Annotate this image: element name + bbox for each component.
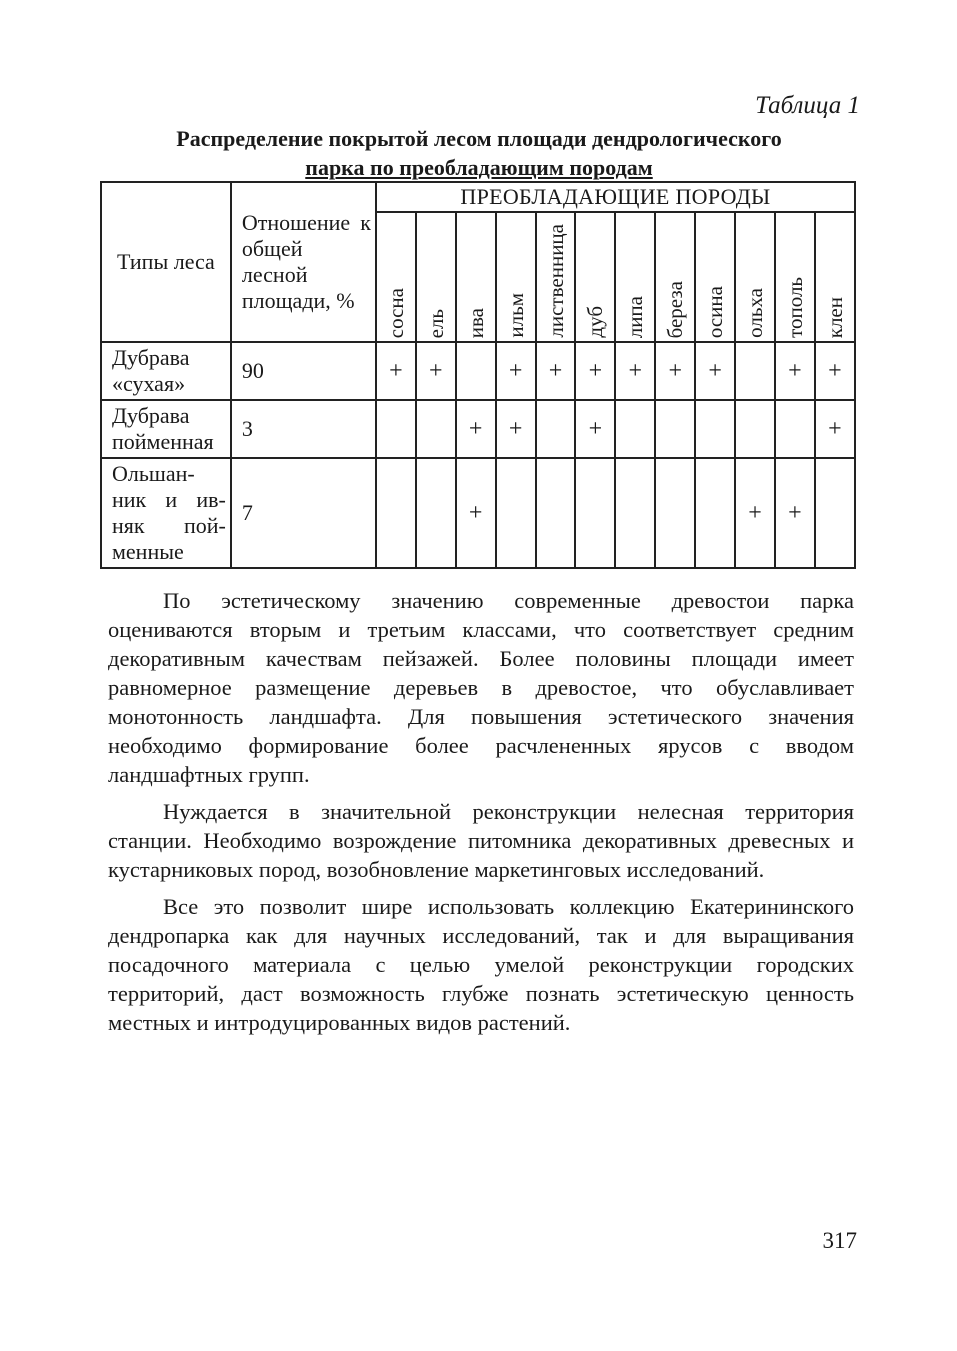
species-label: клен <box>822 296 847 338</box>
cell-presence-mark <box>615 458 655 568</box>
paragraph: По эстетическому значению современные древостои парка оцениваются вторым и третьим классами, что соответствует средним декоративным качествам пейзажей. Более половины площади имеет равномерное размещение деревьев в древостое, что обуславливает монотонность ландшафта. Для повышения эстетического значения необходимо формирование более расчлененных ярусов с вводом ландшафтных групп. <box>108 588 854 787</box>
species-label: осина <box>703 285 728 338</box>
cell-ratio: 3 <box>231 400 376 458</box>
forest-type-line: ник и ив- <box>112 487 226 512</box>
cell-presence-mark <box>416 400 456 458</box>
species-label: ольха <box>743 288 768 338</box>
cell-presence-mark: + <box>456 458 496 568</box>
header-species-11 <box>815 212 855 342</box>
header-dominant-species: ПРЕОБЛАДАЮЩИЕ ПОРОДЫ <box>376 182 855 212</box>
cell-presence-mark: + <box>815 400 855 458</box>
table-row <box>101 458 855 568</box>
paragraph: Все это позволит шире использовать коллекцию Екатерининского дендропарка как для научных исследований, так и для выращивания посадочного материала с целью умелой реконструкции городских территорий, даст возможность глубже познать эстетическую ценность местных и интродуцированных видов растений. <box>108 894 854 1035</box>
header-species-6 <box>615 212 655 342</box>
cell-presence-mark: + <box>536 342 576 400</box>
cell-presence-mark <box>695 458 735 568</box>
species-label: тополь <box>782 277 807 338</box>
species-label: ель <box>423 308 448 338</box>
cell-presence-mark <box>376 458 416 568</box>
species-label: ива <box>463 307 488 338</box>
cell-ratio: 90 <box>231 342 376 400</box>
caption-line-2: парка по преобладающим породам <box>305 155 653 180</box>
table-row <box>101 400 855 458</box>
header-species-4 <box>536 212 576 342</box>
header-ratio: Отношение к общей лесной площади, % <box>231 182 376 342</box>
species-label: липа <box>623 295 648 338</box>
cell-presence-mark <box>735 400 775 458</box>
header-species-10 <box>775 212 815 342</box>
species-label: береза <box>663 280 688 338</box>
header-species-7 <box>655 212 695 342</box>
species-label: ильм <box>503 293 528 338</box>
species-label: дуб <box>583 306 608 338</box>
cell-presence-mark: + <box>655 342 695 400</box>
cell-presence-mark <box>575 458 615 568</box>
cell-presence-mark: + <box>456 400 496 458</box>
forest-type-line: няк пой- <box>112 513 226 538</box>
body-text <box>108 586 854 1045</box>
forest-type-line: пойменная <box>112 429 214 454</box>
page-number: 317 <box>822 1228 857 1253</box>
cell-presence-mark: + <box>815 342 855 400</box>
cell-presence-mark <box>815 458 855 568</box>
header-species-8 <box>695 212 735 342</box>
cell-presence-mark <box>655 458 695 568</box>
cell-forest-type <box>101 458 231 568</box>
cell-presence-mark <box>775 400 815 458</box>
forest-type-line: Дубрава <box>112 403 190 428</box>
caption-line-1: Распределение покрытой лесом площади дендрологического <box>176 126 782 151</box>
cell-presence-mark <box>695 400 735 458</box>
header-species-5 <box>575 212 615 342</box>
header-species-9 <box>735 212 775 342</box>
cell-presence-mark <box>536 400 576 458</box>
table-caption <box>100 124 858 182</box>
cell-presence-mark: + <box>775 342 815 400</box>
header-species-1 <box>416 212 456 342</box>
cell-presence-mark: + <box>496 400 536 458</box>
cell-presence-mark: + <box>615 342 655 400</box>
cell-presence-mark <box>416 458 456 568</box>
cell-forest-type <box>101 400 231 458</box>
cell-forest-type <box>101 342 231 400</box>
cell-presence-mark <box>376 400 416 458</box>
cell-presence-mark <box>615 400 655 458</box>
table-header-row-1 <box>101 182 855 212</box>
forest-species-table <box>100 181 856 569</box>
species-label: сосна <box>383 287 408 338</box>
header-species-0 <box>376 212 416 342</box>
cell-presence-mark: + <box>695 342 735 400</box>
forest-type-line: Ольшан- <box>112 461 195 486</box>
cell-presence-mark <box>536 458 576 568</box>
table-row <box>101 342 855 400</box>
cell-presence-mark: + <box>735 458 775 568</box>
cell-presence-mark: + <box>416 342 456 400</box>
forest-type-line: менные <box>112 539 184 564</box>
forest-type-line: «сухая» <box>112 371 186 396</box>
cell-presence-mark <box>496 458 536 568</box>
header-species-2 <box>456 212 496 342</box>
species-label: лиственница <box>543 224 568 338</box>
cell-presence-mark <box>655 400 695 458</box>
header-species-3 <box>496 212 536 342</box>
cell-presence-mark <box>456 342 496 400</box>
header-forest-type: Типы леса <box>101 182 231 342</box>
cell-ratio: 7 <box>231 458 376 568</box>
cell-presence-mark: + <box>496 342 536 400</box>
table-label: Таблица 1 <box>755 92 860 119</box>
cell-presence-mark: + <box>575 342 615 400</box>
forest-type-line: Дубрава <box>112 345 190 370</box>
paragraph: Нуждается в значительной реконструкции нелесная территория станции. Необходимо возрождение питомника декоративных древесных и кустарниковых пород, возобновление маркетинговых исследований. <box>108 799 854 882</box>
cell-presence-mark: + <box>376 342 416 400</box>
cell-presence-mark: + <box>775 458 815 568</box>
cell-presence-mark: + <box>575 400 615 458</box>
cell-presence-mark <box>735 342 775 400</box>
